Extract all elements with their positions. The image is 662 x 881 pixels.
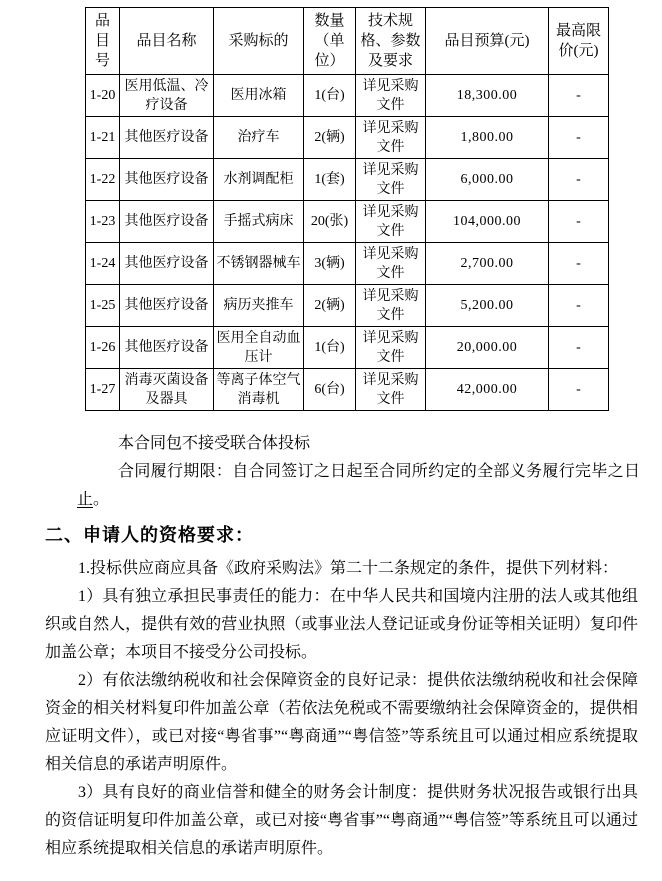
item-no-cell: 1-20 [86, 75, 120, 117]
header-item-no: 品目号 [86, 8, 120, 75]
item-name-cell: 其他医疗设备 [120, 201, 214, 243]
target-cell: 等离子体空气消毒机 [214, 369, 304, 411]
budget-cell: 18,300.00 [426, 75, 549, 117]
item-no-cell: 1-25 [86, 285, 120, 327]
max-price-cell: - [549, 243, 609, 285]
header-quantity: 数量（单位） [304, 8, 356, 75]
budget-cell: 5,200.00 [426, 285, 549, 327]
item-name-cell: 医用低温、冷疗设备 [120, 75, 214, 117]
spec-cell: 详见采购文件 [356, 285, 426, 327]
budget-cell: 6,000.00 [426, 159, 549, 201]
header-max-price: 最高限价(元) [549, 8, 609, 75]
duration-period: 。 [93, 491, 110, 508]
max-price-cell: - [549, 285, 609, 327]
target-cell: 不锈钢器械车 [214, 243, 304, 285]
paragraph-supplier-conditions: 1.投标供应商应具备《政府采购法》第二十二条规定的条件，提供下列材料： [78, 560, 619, 577]
spec-cell: 详见采购文件 [356, 117, 426, 159]
item-no-cell: 1-24 [86, 243, 120, 285]
max-price-cell: - [549, 327, 609, 369]
contract-notes [77, 430, 640, 514]
max-price-cell: - [549, 117, 609, 159]
no-consortium-note: 本合同包不接受联合体投标 [118, 435, 311, 452]
header-item-name: 品目名称 [120, 8, 214, 75]
item-no-cell: 1-26 [86, 327, 120, 369]
document-page [0, 7, 662, 881]
max-price-cell: - [549, 75, 609, 117]
quantity-cell: 1(台) [304, 327, 356, 369]
table-row [86, 369, 609, 411]
item-name-cell: 其他医疗设备 [120, 285, 214, 327]
contract-duration-note [77, 458, 640, 514]
target-cell: 医用全自动血压计 [214, 327, 304, 369]
max-price-cell: - [549, 201, 609, 243]
target-cell: 病历夹推车 [214, 285, 304, 327]
item-name-cell: 其他医疗设备 [120, 159, 214, 201]
duration-text: 合同履行期限：自合同签订之日起至合同所约定的全部义务履行完毕之日 [118, 463, 640, 480]
procurement-items-table-wrap [85, 7, 662, 411]
quantity-cell: 20(张) [304, 201, 356, 243]
spec-cell: 详见采购文件 [356, 201, 426, 243]
item-name-cell: 其他医疗设备 [120, 327, 214, 369]
quantity-cell: 2(辆) [304, 117, 356, 159]
table-row [86, 285, 609, 327]
header-spec: 技术规格、参数及要求 [356, 8, 426, 75]
item-name-cell: 消毒灭菌设备及器具 [120, 369, 214, 411]
paragraph-civil-liability: 1）具有独立承担民事责任的能力：在中华人民共和国境内注册的法人或其他组织或自然人，提供有效的营业执照（或事业法人登记证或身份证等相关证明）复印件加盖公章；本项目不接受分公司投标。 [45, 588, 638, 661]
target-cell: 治疗车 [214, 117, 304, 159]
table-row [86, 117, 609, 159]
budget-cell: 42,000.00 [426, 369, 549, 411]
section-heading-applicant-qualifications: 二、申请人的资格要求： [45, 525, 254, 545]
item-no-cell: 1-21 [86, 117, 120, 159]
item-no-cell: 1-22 [86, 159, 120, 201]
target-cell: 医用冰箱 [214, 75, 304, 117]
quantity-cell: 3(辆) [304, 243, 356, 285]
quantity-cell: 2(辆) [304, 285, 356, 327]
item-name-cell: 其他医疗设备 [120, 243, 214, 285]
table-header-row [86, 8, 609, 75]
spec-cell: 详见采购文件 [356, 327, 426, 369]
budget-cell: 104,000.00 [426, 201, 549, 243]
spec-cell: 详见采购文件 [356, 369, 426, 411]
item-name-cell: 其他医疗设备 [120, 117, 214, 159]
item-no-cell: 1-27 [86, 369, 120, 411]
item-no-cell: 1-23 [86, 201, 120, 243]
budget-cell: 20,000.00 [426, 327, 549, 369]
quantity-cell: 1(台) [304, 75, 356, 117]
header-budget: 品目预算(元) [426, 8, 549, 75]
procurement-items-table [85, 7, 609, 411]
table-row [86, 201, 609, 243]
table-row [86, 243, 609, 285]
table-row [86, 75, 609, 117]
paragraph-business-reputation: 3）具有良好的商业信誉和健全的财务会计制度：提供财务状况报告或银行出具的资信证明复印件加盖公章，或已对接“粤省事”“粤商通”“粤信签”等系统且可以通过相应系统提取相关信息的承诺声明原件。 [45, 784, 638, 857]
qualification-requirements [45, 555, 638, 863]
max-price-cell: - [549, 159, 609, 201]
header-target: 采购标的 [214, 8, 304, 75]
spec-cell: 详见采购文件 [356, 159, 426, 201]
target-cell: 手摇式病床 [214, 201, 304, 243]
quantity-cell: 1(套) [304, 159, 356, 201]
spec-cell: 详见采购文件 [356, 243, 426, 285]
spec-cell: 详见采购文件 [356, 75, 426, 117]
table-row [86, 159, 609, 201]
paragraph-tax-social-security: 2）有依法缴纳税收和社会保障资金的良好记录：提供依法缴纳税收和社会保障资金的相关材料复印件加盖公章（若依法免税或不需要缴纳社会保障资金的，提供相应证明文件），或已对接“粤省事”“粤商通”“粤信签”等系统且可以通过相应系统提取相关信息的承诺声明原件。 [45, 672, 638, 773]
quantity-cell: 6(台) [304, 369, 356, 411]
budget-cell: 2,700.00 [426, 243, 549, 285]
target-cell: 水剂调配柜 [214, 159, 304, 201]
underlined-text: 止 [77, 491, 94, 508]
max-price-cell: - [549, 369, 609, 411]
table-row [86, 327, 609, 369]
budget-cell: 1,800.00 [426, 117, 549, 159]
